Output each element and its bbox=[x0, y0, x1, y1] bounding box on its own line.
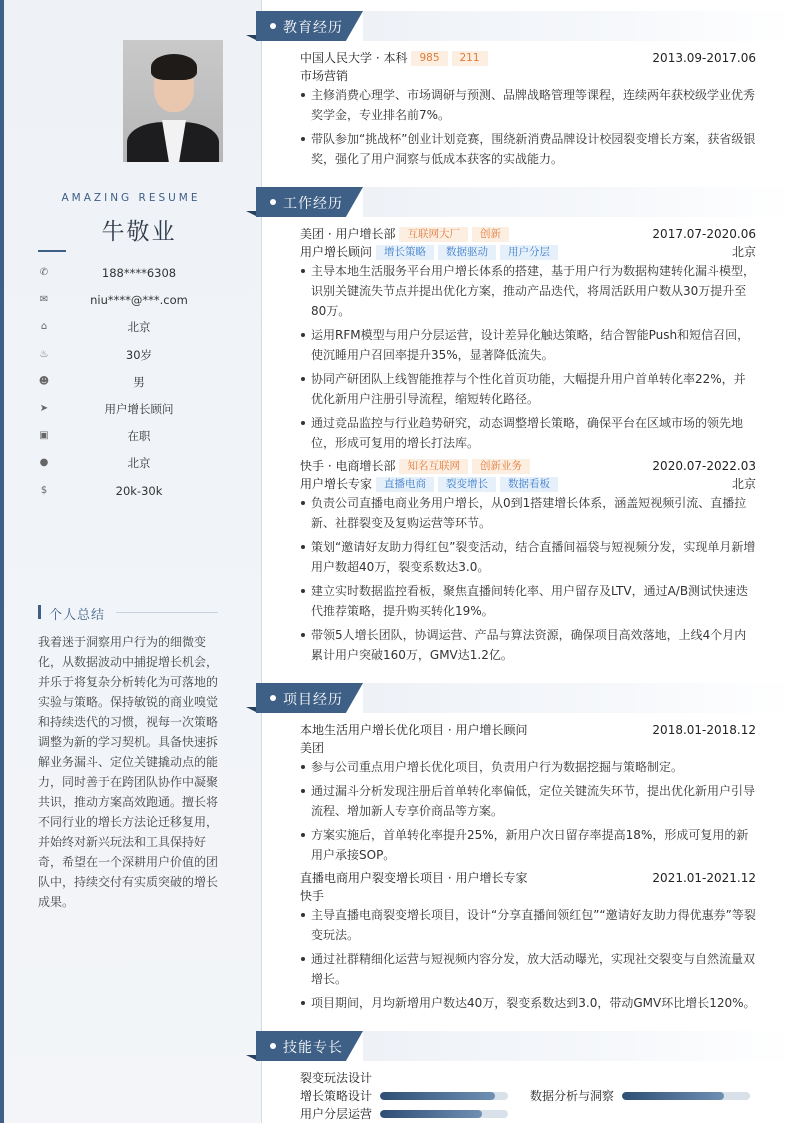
contact-row bbox=[38, 319, 240, 337]
job-header bbox=[300, 225, 756, 243]
list-item: 建立实时数据监控看板，聚焦直播间转化率、用户留存及LTV，通过A/B测试快速迭代推荐策略，提升购买转化19%。 bbox=[300, 581, 756, 621]
role-tag: 裂变增长 bbox=[438, 477, 496, 492]
summary-heading bbox=[38, 604, 218, 623]
send-icon: ➤ bbox=[39, 403, 49, 414]
list-item: 通过漏斗分析发现注册后首单转化率偏低，定位关键流失环节，提出优化新用户引导流程、增加新人专享价商品等方案。 bbox=[300, 781, 756, 821]
contact-value: 用户增长顾问 bbox=[104, 402, 174, 416]
main-content bbox=[263, 0, 794, 1123]
contact-value: 北京 bbox=[127, 320, 151, 335]
role-tag: 数据驱动 bbox=[438, 245, 496, 260]
role-tag: 增长策略 bbox=[376, 245, 434, 260]
education-major: 市场营销 bbox=[300, 69, 349, 83]
list-item: 带领5人增长团队，协调运营、产品与算法资源，确保项目高效落地，上线4个月内累计用户突破160万，GMV达1.2亿。 bbox=[300, 625, 756, 665]
contact-row bbox=[38, 401, 240, 419]
list-item: 主导直播电商裂变增长项目，设计“分享直播间领红包”“邀请好友助力得优惠券”等裂变玩法。 bbox=[300, 905, 756, 945]
company-name: 快手 · 电商增长部 bbox=[300, 459, 396, 473]
role-tag: 直播电商 bbox=[376, 477, 434, 492]
list-item: 方案实施后，首单转化率提升25%，新用户次日留存率提高18%，形成可复用的新用户承接SOP。 bbox=[300, 825, 756, 865]
list-item: 运用RFM模型与用户分层运营，设计差异化触达策略，结合智能Push和短信召回，使沉睡用户召回率提升35%，显著降低流失。 bbox=[300, 325, 756, 365]
job-bullets bbox=[300, 493, 756, 669]
mail-icon: ✉ bbox=[39, 294, 49, 306]
section-title: 项目经历 bbox=[283, 692, 343, 708]
skill-level-bar bbox=[622, 1092, 750, 1100]
contact-value: 30岁 bbox=[125, 347, 153, 362]
skill-level-fill bbox=[622, 1092, 724, 1100]
skill-level-bar bbox=[380, 1092, 508, 1100]
name-underline bbox=[38, 250, 66, 252]
summary-title: 个人总结 bbox=[49, 608, 106, 623]
briefcase-icon: ▣ bbox=[39, 430, 49, 442]
job-header bbox=[300, 457, 756, 475]
project-period: 2018.01-2018.12 bbox=[652, 723, 756, 737]
job-city: 北京 bbox=[731, 477, 756, 491]
company-tag: 知名互联网 bbox=[399, 459, 468, 474]
salary-icon: $ bbox=[40, 484, 48, 496]
section-title: 工作经历 bbox=[283, 196, 343, 212]
contact-row bbox=[38, 428, 240, 446]
list-item: 主修消费心理学、市场调研与预测、品牌战略管理等课程，连续两年获校级学业优秀奖学金，专业排名前7%。 bbox=[300, 85, 756, 125]
location-icon: ● bbox=[39, 457, 49, 469]
education-bullets bbox=[300, 85, 756, 173]
project-org: 美团 bbox=[300, 741, 325, 755]
contact-row bbox=[38, 483, 240, 501]
project-bullets bbox=[300, 905, 756, 1017]
skill-level-fill bbox=[380, 1110, 482, 1118]
contact-row bbox=[38, 455, 240, 473]
job-city: 北京 bbox=[731, 245, 756, 259]
phone-icon: ✆ bbox=[39, 267, 49, 278]
job-role-row bbox=[300, 243, 756, 261]
smile-icon: ☻ bbox=[38, 375, 50, 387]
list-item: 通过社群精细化运营与短视频内容分发，放大活动曝光，实现社交裂变与自然流量双增长。 bbox=[300, 949, 756, 989]
sidebar bbox=[0, 0, 262, 1123]
cake-icon: ♨ bbox=[39, 348, 49, 360]
project-org: 快手 bbox=[300, 889, 325, 903]
contact-value: 在职 bbox=[127, 429, 151, 444]
project-bullets bbox=[300, 757, 756, 869]
list-item: 负责公司直播电商业务用户增长，从0到1搭建增长体系，涵盖短视频引流、直播拉新、社群裂变及复购运营等环节。 bbox=[300, 493, 756, 533]
section-title: 技能专长 bbox=[283, 1040, 343, 1056]
skill-name: 用户分层运营 bbox=[300, 1107, 373, 1121]
role-tag: 数据看板 bbox=[500, 477, 558, 492]
project-name: 直播电商用户裂变增长项目 · 用户增长专家 bbox=[300, 871, 528, 885]
project-header bbox=[300, 869, 756, 887]
list-item: 通过竞品监控与行业趋势研究，动态调整增长策略，确保平台在区域市场的领先地位，形成可复用的增长打法库。 bbox=[300, 413, 756, 453]
section-title: 教育经历 bbox=[283, 20, 343, 36]
school-tag: 985 bbox=[411, 51, 447, 66]
job-period: 2017.07-2020.06 bbox=[652, 227, 756, 241]
contact-value: niu****@***.com bbox=[90, 293, 188, 308]
home-icon: ⌂ bbox=[40, 321, 48, 333]
company-tag: 创新业务 bbox=[472, 459, 530, 474]
skill-name: 裂变玩法设计 bbox=[300, 1071, 373, 1085]
contact-row bbox=[38, 347, 240, 365]
contact-value: 20k-30k bbox=[115, 483, 163, 498]
contact-value: 188****6308 bbox=[101, 266, 177, 280]
summary-text: 我着迷于洞察用户行为的细微变化，从数据波动中捕捉增长机会，并乐于将复杂分析转化为可落地的实验与策略。保持敏锐的商业嗅觉和持续迭代的习惯，视每一次策略调整为新的学习契机。具备快速拆解业务漏斗、定位关键撬动点的能力，同时善于在跨团队协作中凝聚共识，推动方案高效跑通。擅长将不同行业的增长方法论迁移复用，并始终对新兴玩法和工具保持好奇，希望在一个深耕用户价值的团队中，持续交付有实质突破的增长成果。 bbox=[38, 635, 219, 909]
project-period: 2021.01-2021.12 bbox=[652, 871, 756, 885]
contact-row bbox=[38, 265, 240, 283]
contact-row bbox=[38, 292, 240, 310]
list-item: 策划“邀请好友助力得红包”裂变活动，结合直播间福袋与短视频分发，实现单月新增用户数超40万，裂变系数达3.0。 bbox=[300, 537, 756, 577]
candidate-name: 牛敬业 bbox=[101, 219, 177, 245]
school-name: 中国人民大学 · 本科 bbox=[300, 51, 408, 65]
list-item: 参与公司重点用户增长优化项目，负责用户行为数据挖掘与策略制定。 bbox=[300, 757, 756, 777]
education-header bbox=[300, 49, 756, 67]
contact-value: 北京 bbox=[127, 456, 151, 471]
list-item: 项目期间，月均新增用户数达40万，裂变系数达到3.0，带动GMV环比增长120%。 bbox=[300, 993, 756, 1013]
job-bullets bbox=[300, 261, 756, 457]
profile-photo bbox=[123, 40, 223, 162]
company-tag: 创新 bbox=[472, 227, 509, 242]
role-tag: 用户分层 bbox=[500, 245, 558, 260]
contact-value: 男 bbox=[133, 374, 145, 389]
job-period: 2020.07-2022.03 bbox=[652, 459, 756, 473]
job-role: 用户增长顾问 bbox=[300, 245, 373, 259]
job-role-row bbox=[300, 475, 756, 493]
skill-level-bar bbox=[380, 1110, 508, 1118]
list-item: 带队参加“挑战杯”创业计划竞赛，围绕新消费品牌设计校园裂变增长方案，获省级银奖，强化了用户洞察与低成本获客的实战能力。 bbox=[300, 129, 756, 169]
skill-name: 数据分析与洞察 bbox=[530, 1089, 615, 1103]
company-name: 美团 · 用户增长部 bbox=[300, 227, 396, 241]
list-item: 协同产研团队上线智能推荐与个性化首页功能，大幅提升用户首单转化率22%，并优化新用户注册引导流程，缩短转化路径。 bbox=[300, 369, 756, 409]
school-tag: 211 bbox=[452, 51, 488, 66]
project-name: 本地生活用户增长优化项目 · 用户增长顾问 bbox=[300, 723, 528, 737]
project-header bbox=[300, 721, 756, 739]
job-role: 用户增长专家 bbox=[300, 477, 373, 491]
skill-name: 增长策略设计 bbox=[300, 1089, 373, 1103]
education-period: 2013.09-2017.06 bbox=[652, 51, 756, 65]
contact-row bbox=[38, 374, 240, 392]
resume-tagline: AMAZING RESUME bbox=[61, 192, 201, 204]
company-tag: 互联网大厂 bbox=[399, 227, 468, 242]
skill-level-fill bbox=[380, 1092, 495, 1100]
list-item: 主导本地生活服务平台用户增长体系的搭建，基于用户行为数据构建转化漏斗模型，识别关键流失节点并提出优化方案，推动产品迭代，将周活跃用户数从30万提升至80万。 bbox=[300, 261, 756, 321]
